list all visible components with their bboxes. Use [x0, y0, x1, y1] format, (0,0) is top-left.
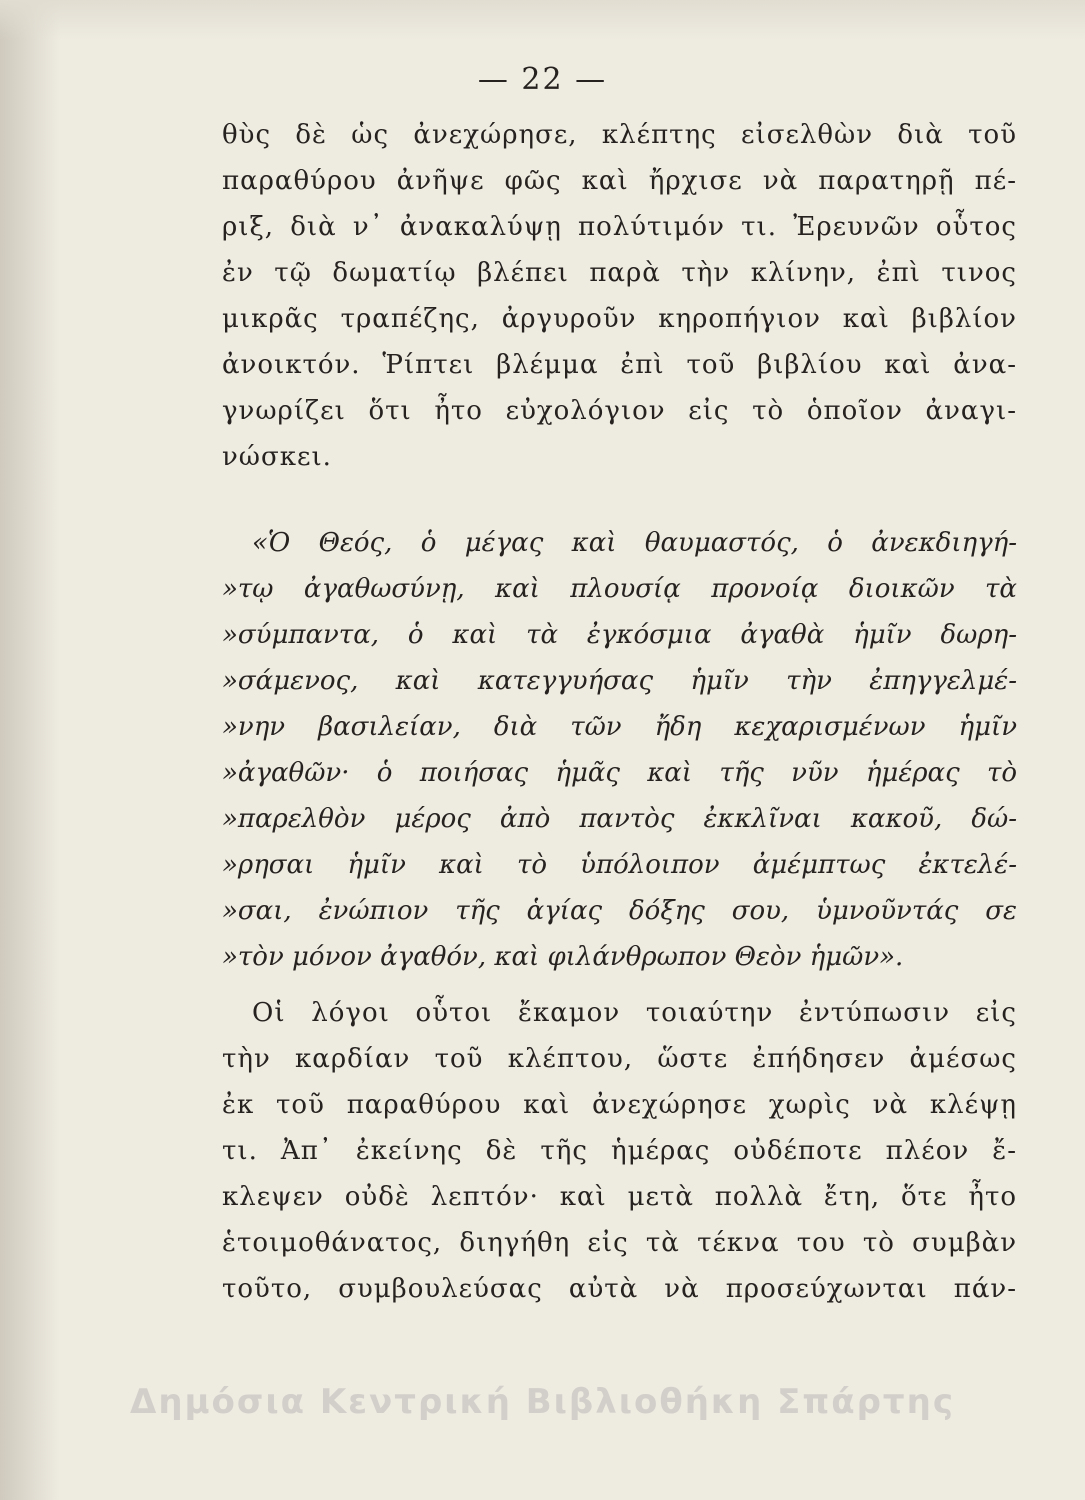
- quote-line: «Ὁ Θεός, ὁ μέγας καὶ θαυμαστός, ὁ ἀνεκδιηγή-: [252, 528, 1017, 558]
- prayer-quote: [222, 520, 1017, 980]
- text-line: νώσκει.: [222, 442, 332, 472]
- page-number: — 22 —: [477, 62, 608, 97]
- quote-line: »παρελθὸν μέρος ἀπὸ παντὸς ἐκκλῖναι κακοῦ, δώ-: [222, 804, 1017, 834]
- text-line: ριξ, διὰ ν᾽ ἀνακαλύψῃ πολύτιμόν τι. Ἐρευνῶν οὗτος: [222, 212, 1017, 242]
- text-line: θὺς δὲ ὡς ἀνεχώρησε, κλέπτης εἰσελθὼν διὰ τοῦ: [222, 120, 1017, 150]
- text-line: ἐν τῷ δωματίῳ βλέπει παρὰ τὴν κλίνην, ἐπὶ τινος: [222, 258, 1017, 288]
- paragraph-1: [222, 112, 1017, 480]
- text-line: τι. Ἀπ᾽ ἐκείνης δὲ τῆς ἡμέρας οὐδέποτε πλέον ἔ-: [222, 1136, 1017, 1166]
- quote-line: »νην βασιλείαν, διὰ τῶν ἤδη κεχαρισμένων ἡμῖν: [222, 712, 1017, 742]
- text-line: ἀνοικτόν. Ῥίπτει βλέμμα ἐπὶ τοῦ βιβλίου καὶ ἀνα-: [222, 350, 1017, 380]
- quote-line: »σάμενος, καὶ κατεγγυήσας ἡμῖν τὴν ἐπηγγελμέ-: [222, 666, 1017, 696]
- quote-line: »ρησαι ἡμῖν καὶ τὸ ὑπόλοιπον ἀμέμπτως ἐκτελέ-: [222, 850, 1017, 880]
- text-line: μικρᾶς τραπέζης, ἀργυροῦν κηροπήγιον καὶ βιβλίον: [222, 304, 1017, 334]
- quote-line: »σύμπαντα, ὁ καὶ τὰ ἐγκόσμια ἀγαθὰ ἡμῖν δωρη-: [222, 620, 1017, 650]
- library-watermark: Δημόσια Κεντρική Βιβλιοθήκη Σπάρτης: [130, 1382, 955, 1422]
- page-top-shadow: [0, 0, 1085, 40]
- text-line: ἑτοιμοθάνατος, διηγήθη εἰς τὰ τέκνα του τὸ συμβὰν: [222, 1228, 1017, 1258]
- paragraph-2: [222, 990, 1017, 1312]
- page-shadow: [0, 0, 60, 1500]
- quote-line: »ἀγαθῶν· ὁ ποιήσας ἡμᾶς καὶ τῆς νῦν ἡμέρας τὸ: [222, 758, 1017, 788]
- text-line: ἐκ τοῦ παραθύρου καὶ ἀνεχώρησε χωρὶς νὰ κλέψῃ: [222, 1090, 1017, 1120]
- quote-line: »τὸν μόνον ἀγαθόν, καὶ φιλάνθρωπον Θεὸν ἡμῶν».: [222, 942, 904, 972]
- quote-line: »σαι, ἐνώπιον τῆς ἁγίας δόξης σου, ὑμνοῦντάς σε: [222, 896, 1017, 926]
- text-line: τὴν καρδίαν τοῦ κλέπτου, ὥστε ἐπήδησεν ἀμέσως: [222, 1044, 1017, 1074]
- text-line: γνωρίζει ὅτι ἦτο εὐχολόγιον εἰς τὸ ὁποῖον ἀναγι-: [222, 396, 1017, 426]
- quote-line: »τῳ ἀγαθωσύνῃ, καὶ πλουσίᾳ προνοίᾳ διοικῶν τὰ: [222, 574, 1017, 604]
- text-line: κλεψεν οὐδὲ λεπτόν· καὶ μετὰ πολλὰ ἔτη, ὅτε ἦτο: [222, 1182, 1017, 1212]
- text-line: τοῦτο, συμβουλεύσας αὐτὰ νὰ προσεύχωνται πάν-: [222, 1274, 1017, 1304]
- text-line: παραθύρου ἀνῆψε φῶς καὶ ἤρχισε νὰ παρατηρῇ πέ-: [222, 166, 1017, 196]
- text-line: Οἱ λόγοι οὗτοι ἔκαμον τοιαύτην ἐντύπωσιν εἰς: [252, 998, 1017, 1028]
